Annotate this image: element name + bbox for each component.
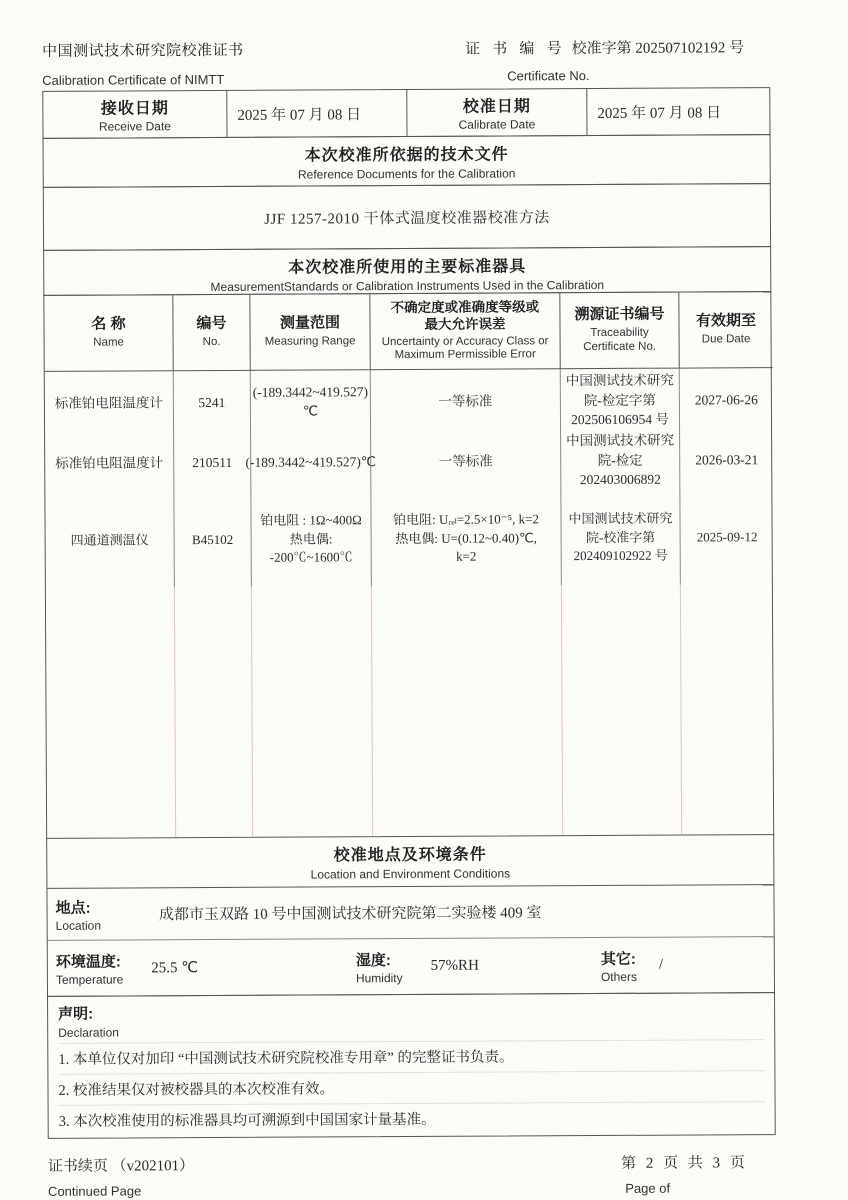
cell-due: 2026-03-21 bbox=[679, 428, 773, 491]
document-header bbox=[42, 36, 770, 92]
others-label: 其它: Others bbox=[600, 950, 637, 984]
reference-document-text: JJF 1257-2010 干体式温度校准器校准方法 bbox=[43, 183, 771, 251]
others-value: / bbox=[658, 956, 664, 973]
location-row bbox=[47, 885, 773, 941]
cell-range: (-189.3442~419.527)℃ bbox=[250, 430, 370, 493]
location-label: 地点: Location bbox=[55, 899, 102, 933]
col-name: 名 称 Name bbox=[44, 295, 172, 372]
cell-due: 2025-09-12 bbox=[679, 490, 773, 584]
environment-row bbox=[48, 937, 774, 996]
others-group bbox=[593, 947, 663, 983]
cell-uncertainty: 一等标准 bbox=[370, 429, 560, 493]
cell-uncertainty: 一等标准 bbox=[370, 369, 560, 433]
col-no: 编号 No. bbox=[172, 295, 249, 371]
declaration-item: 1. 本单位仅对加印 “中国测试技术研究院校准专用章” 的完整证书负责。 bbox=[58, 1039, 764, 1074]
cell-name: 四通道测温仪 bbox=[70, 531, 149, 548]
humidity-label: 湿度: Humidity bbox=[355, 951, 403, 985]
declaration-item: 2. 校准结果仅对被校器具的本次校准有效。 bbox=[58, 1070, 764, 1105]
standards-table-header bbox=[44, 292, 770, 372]
institute-title bbox=[42, 39, 244, 88]
calibrate-date-value: 2025 年 07 月 08 日 bbox=[586, 88, 771, 135]
location-section-header: 校准地点及环境条件 Location and Environment Conditions bbox=[47, 835, 773, 889]
receive-date-value: 2025 年 07 月 08 日 bbox=[226, 90, 406, 137]
calibrate-date-label: 校准日期 Calibrate Date bbox=[406, 89, 586, 136]
cell-no: 210511 bbox=[173, 431, 250, 494]
location-value: 成都市玉双路 10 号中国测试技术研究院第二实验楼 409 室 bbox=[158, 905, 542, 924]
declaration-section bbox=[47, 992, 776, 1139]
declaration-item: 3. 本次校准使用的标准器具均可溯源到中国国家计量基准。 bbox=[59, 1101, 765, 1136]
col-due: 有效期至 Due Date bbox=[678, 292, 772, 368]
temperature-value: 25.5 ℃ bbox=[151, 960, 199, 977]
certificate-number-line bbox=[465, 36, 770, 59]
reference-section-header: 本次校准所依据的技术文件 Reference Documents for the Calibration bbox=[43, 134, 771, 188]
col-traceability: 溯源证书编号 Traceability Certificate No. bbox=[559, 293, 678, 370]
table-empty-area bbox=[46, 584, 773, 839]
cell-range: (-189.3442~419.527) ℃ bbox=[250, 370, 370, 433]
humidity-value: 57%RH bbox=[430, 957, 479, 974]
cell-due: 2027-06-26 bbox=[679, 368, 773, 431]
standards-section-header: 本次校准所使用的主要标准器具 MeasurementStandards or Calibration Instruments Used in the Calibration bbox=[43, 246, 771, 296]
dates-table bbox=[42, 87, 770, 139]
temperature-group bbox=[48, 949, 348, 987]
table-row bbox=[45, 368, 771, 432]
cell-no: 5241 bbox=[173, 371, 250, 434]
receive-date-label: 接收日期 Receive Date bbox=[98, 100, 172, 134]
certificate-number-label-cn: 证 书 编 号 bbox=[465, 40, 566, 58]
cell-traceability: 中国测试技术研究院-校准字第 202409102922 号 bbox=[560, 491, 679, 586]
humidity-group bbox=[348, 948, 593, 985]
institute-title-cn: 中国测试技术研究院校准证书 bbox=[42, 41, 244, 60]
certificate-number-value: 校准字第 202507102192 号 bbox=[571, 40, 745, 58]
institute-title-en: Calibration Certificate of NIMTT bbox=[42, 71, 225, 88]
declaration-header: 声明: Declaration bbox=[58, 1005, 119, 1040]
temperature-label: 环境温度: Temperature bbox=[55, 953, 124, 987]
certificate-body bbox=[42, 87, 775, 1139]
col-uncertainty: 不确定度或准确度等级或 最大允许误差 Uncertainty or Accuracy Class or Maximum Permissible Error bbox=[369, 293, 559, 370]
certificate-number-label-en: Certificate No. bbox=[507, 68, 590, 84]
table-row bbox=[45, 428, 771, 494]
page-number: 第 2 页 共 3 页 Page of bbox=[621, 1155, 748, 1196]
col-range: 测量范围 Measuring Range bbox=[249, 294, 369, 371]
cell-name: 标准铂电阻温度计 bbox=[54, 394, 163, 411]
cell-uncertainty: 铂电阻: Uᵣₑₗ=2.5×10⁻⁵, k=2 热电偶: U=(0.12~0.40)℃, k=2 bbox=[370, 491, 560, 586]
certificate-number-block bbox=[465, 36, 770, 84]
cell-traceability: 中国测试技术研究院-检定字第 202506106954 号 bbox=[560, 369, 679, 432]
continued-page-note: 证书续页 （v202101） Continued Page bbox=[47, 1158, 195, 1199]
cell-name: 标准铂电阻温度计 bbox=[55, 454, 164, 471]
standards-table bbox=[43, 291, 774, 839]
page-footer bbox=[48, 1151, 776, 1199]
cell-range: 铂电阻 : 1Ω~400Ω 热电偶: -200℃~1600℃ bbox=[250, 492, 370, 587]
page-content bbox=[42, 36, 776, 1199]
location-section bbox=[46, 834, 775, 997]
cell-traceability: 中国测试技术研究院-检定 202403006892 bbox=[560, 429, 679, 492]
table-row bbox=[45, 490, 771, 588]
cell-no: B45102 bbox=[173, 493, 250, 587]
